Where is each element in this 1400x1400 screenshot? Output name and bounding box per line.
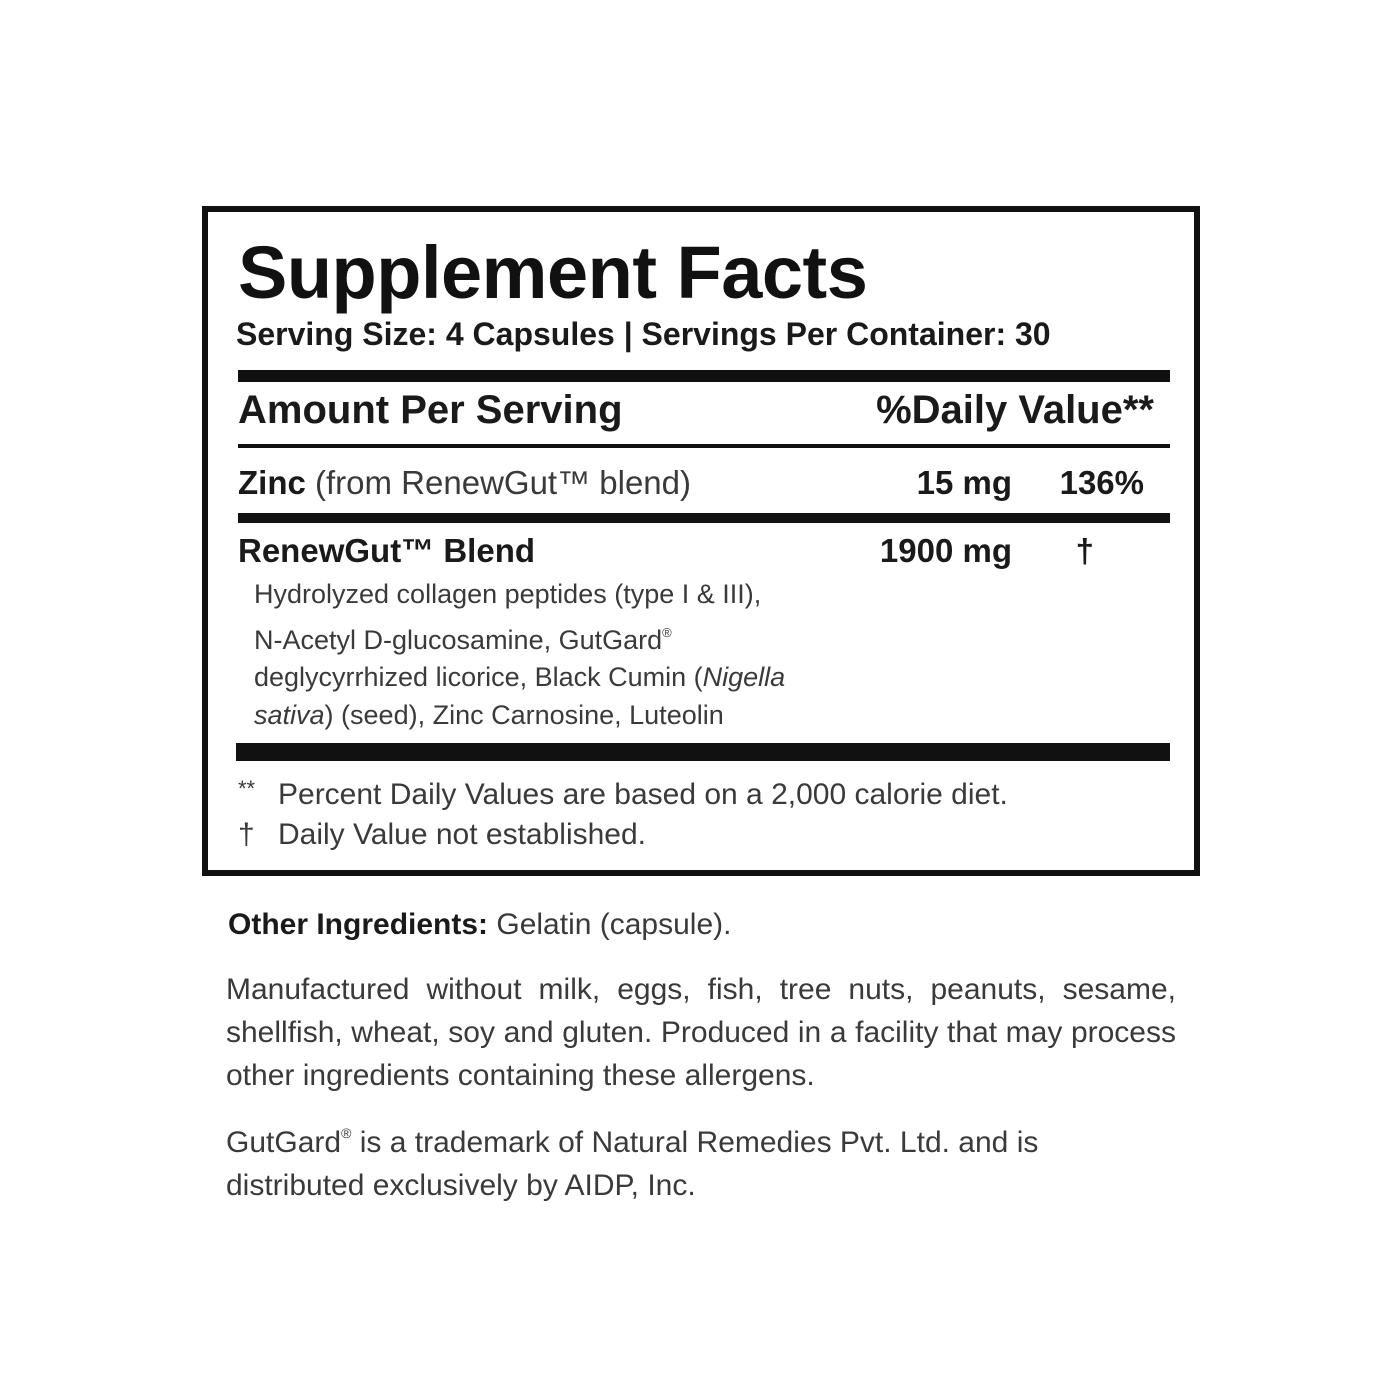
thin-divider — [238, 444, 1170, 448]
footnote-not-established — [238, 818, 646, 852]
thick-divider — [238, 370, 1170, 382]
nutrient-dv-blend: † — [1075, 532, 1094, 569]
daily-value-header: %Daily Value** — [876, 388, 1154, 432]
nutrient-label: Zinc — [238, 464, 306, 501]
trademark-note — [226, 1112, 1176, 1207]
medium-divider — [238, 513, 1170, 523]
nutrient-qualifier: (from RenewGut™ blend) — [315, 464, 691, 501]
trademark-line-1 — [226, 1112, 1176, 1164]
nutrient-dv-zinc: 136% — [1059, 464, 1144, 501]
footnote-symbol: ** — [238, 776, 256, 801]
registered-mark: ® — [341, 1125, 352, 1141]
latin-name: Nigella — [702, 662, 786, 692]
trademark-line-2: distributed exclusively by AIDP, Inc. — [226, 1169, 696, 1202]
blend-line-2 — [254, 614, 894, 660]
footnote-symbol: † — [238, 818, 255, 851]
other-ingredients — [228, 908, 731, 942]
nutrient-amount-blend: 1900 mg — [879, 532, 1012, 569]
amount-per-serving-header: Amount Per Serving — [238, 388, 623, 432]
blend-text: N-Acetyl D-glucosamine, GutGard — [254, 624, 663, 655]
footnote-text: Daily Value not established. — [278, 818, 646, 851]
nutrient-name-zinc — [238, 464, 691, 502]
thick-divider-bottom — [236, 743, 1170, 761]
nutrient-amount-zinc: 15 mg — [916, 464, 1012, 501]
footnote-daily-values — [238, 776, 1008, 812]
blend-text: ) (seed), Zinc Carnosine, Luteolin — [324, 699, 724, 730]
other-ingredients-label: Other Ingredients: — [228, 908, 489, 941]
serving-info: Serving Size: 4 Capsules | Servings Per Container: 30 — [236, 316, 1051, 352]
registered-mark: ® — [662, 624, 672, 640]
other-ingredients-value: Gelatin (capsule). — [488, 908, 732, 941]
allergen-statement: Manufactured without milk, eggs, fish, tree nuts, peanuts, sesame, shellfish, wheat, soy and gluten. Produced in a facility that may process other ingredients containing these allergens. — [226, 973, 1176, 1092]
latin-name: sativa — [254, 699, 325, 730]
supplement-facts-panel — [202, 206, 1200, 876]
blend-ingredient-list — [254, 576, 894, 734]
blend-line-4 — [254, 697, 894, 735]
panel-title: Supplement Facts — [238, 231, 868, 314]
blend-text: deglycyrrhized licorice, Black Cumin ( — [254, 662, 703, 692]
blend-line-1: Hydrolyzed collagen peptides (type I & III), — [254, 579, 762, 609]
nutrient-name-blend — [238, 532, 535, 570]
blend-label: RenewGut™ Blend — [238, 532, 536, 569]
footnote-text: Percent Daily Values are based on a 2,000 calorie diet. — [278, 778, 1008, 811]
trademark-text: is a trademark of Natural Remedies Pvt. Ltd. and is — [351, 1126, 1039, 1159]
brand-name: GutGard — [226, 1126, 342, 1159]
blend-line-3 — [254, 659, 894, 697]
